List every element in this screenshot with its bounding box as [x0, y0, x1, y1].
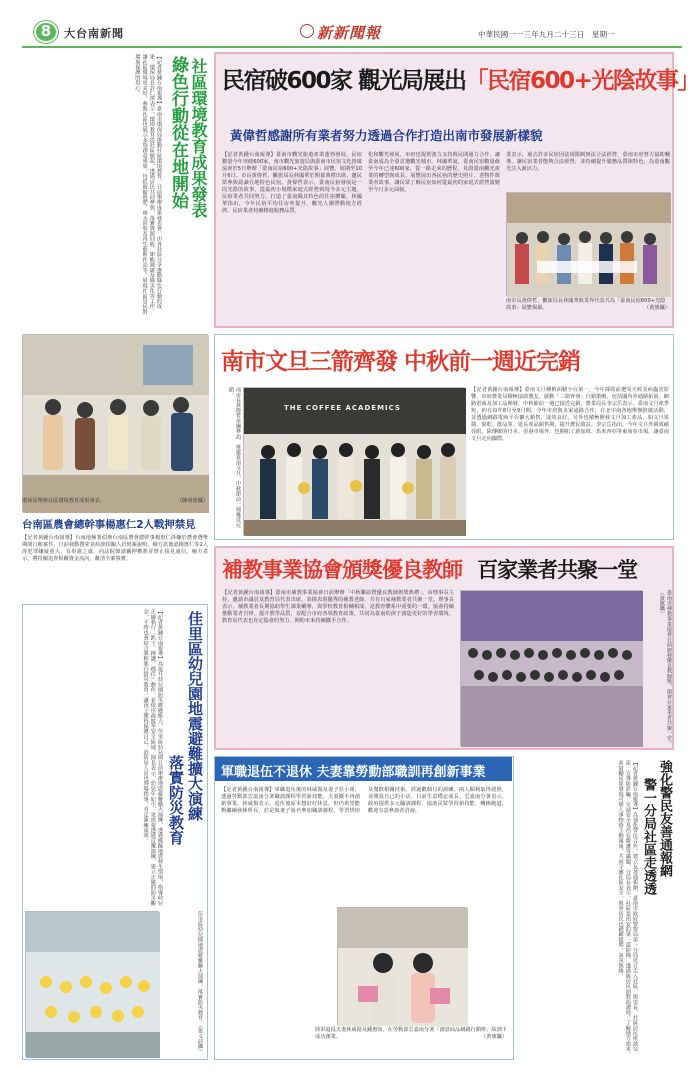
story-headline-band: [215, 757, 512, 781]
story-body: 【記者黃鍾台南報導】臺南市補教事業協會日前舉辦「中秋聯誼暨優良教師頒獎典禮」，由理事長主持，邀請市議員及教育局代表出席，表揚表現優秀的補教老師，共有百家補教業者共聚一堂。理事長表示，補教業者長期協助學生課業輔導，與學校教育相輔相成，是教育體系中重要的一環。協會持續推動業者自律，提升教學品質，並配合市府各項教育政策，共同為臺南的孩子創造更好的學習環境。教育局代表也肯定協會的努力，期盼未來持續攜手合作。: [222, 590, 454, 624]
story-photo-caption: [163, 911, 203, 1057]
caption-text: 南市長黃偉哲、觀旅局長林國華與業界代表共為「臺南民宿600+光陰故事」展覽揭幕。: [506, 298, 666, 311]
caption-credit: （黃旗攝）: [644, 305, 670, 311]
caption-credit: （陳靖蓉攝）: [176, 498, 208, 504]
headline-part2: 「民宿600+光陰故事」: [465, 68, 699, 94]
story-bnb: [214, 52, 699, 328]
story-environment: [22, 52, 208, 514]
caption-text: 佳里區幼兒園地震避難擴大演練，落實防災教育。: [197, 911, 203, 1026]
environment-photo-caption: [22, 498, 208, 505]
headline-line2: 綠色行動從在地開始: [168, 56, 188, 209]
story-body-col2: 化和觀光發展，市府也提供強力支持與民間通力合作，讓臺南成為全臺首選觀光城市。林國華說，臺南民宿數量截至今年已達600家，從一路走來的歷程，見證臺南觀光產業的轉型與成長。展覽展出各民宿的歷史照片、老物件與業者故事，讓民眾了解民宿如何從最初的家庭式經營演變至今日多元面貌。: [368, 152, 500, 193]
story-subheadline: 黃偉哲感謝所有業者努力透過合作打造出南市發展新樣貌: [230, 128, 543, 143]
headline-part1: 民宿破600家 觀光局展出: [222, 68, 466, 94]
header-rule: [22, 46, 682, 48]
story-veterans: [214, 756, 514, 1060]
story-body: 【記者黃鍾台南報導】臺南文旦種植面積全台第一，今年採收前遭受天候及病蟲害影響，市府農業局積極協助農友，啟動「三箭齊發」行銷策略，包括國內外通路拓展、網路電商及加工品開發，中秋節前一週已接近完銷。農業局長李宗岳表示，臺南文旦產季短，約在每年8月至9月間，今年市府與多家通路合作，在北中南各地舉辦推廣活動，並透過網路電商平台擴大銷售，成效良好。另外也積極開發文旦加工產品，如文旦果醬、果乾、飲品等，延長產品銷售期，提升農民收益。李宗岳指出，今年文旦外銷成績亮眼，除傳統的日本、香港市場外，也開拓了新加坡、馬來西亞等東南亞市場，讓臺南文旦走向國際。: [471, 387, 669, 442]
story-headline: 南市文旦三箭齊發 中秋前一週近完銷: [221, 349, 581, 375]
story-court: [22, 514, 208, 600]
section-name: 大台南新聞: [64, 27, 124, 40]
issue-date: 中華民國一一三年九月二十三日 星期一: [478, 30, 615, 39]
story-photo: [460, 590, 642, 746]
story-photo: [22, 334, 208, 512]
story-photo: [25, 911, 159, 1057]
newspaper-logo: [300, 19, 400, 45]
story-body: 【記者黃鍾台南報導】台南地檢署偵辦台南區農會總幹事楊惠仁涉嫌於農會選舉期間行賄案件，日前發動搜索並約談相關人員到案說明，檢方訊後認楊惠仁等2人涉犯罪嫌疑重大，有串證之虞，向法院聲請羈押獲准並禁止接見通信。檢方表示，將持續追查相關資金流向，釐清全案事實。: [22, 535, 208, 562]
headline-line2: 落實防災教育: [167, 755, 185, 845]
story-photo: [506, 192, 670, 296]
story-headline: 軍職退伍不退休 夫妻靠勞動部職訓再創新事業: [221, 765, 486, 780]
story-body: 【記者黃鍾台南報導】為強化警民合作，建立友善通報網，臺南市政府警察局第一分局近日走入社區，與里長、社區居民座談交流，宣導防詐騙、交通安全及治安維護等議題。分局長表示，社區是治安的第一道防線，透過與居民面對面溝通，了解地方需求，並鼓勵民眾發現可疑人事物時主動通報，共同守護社區安全。與會居民也踴躍提問，氣氛熱絡。: [617, 760, 638, 1057]
logo-text: 新新聞報: [317, 24, 382, 42]
story-kindergarten: [22, 604, 208, 1060]
caption-credit: （黃旗攝）: [481, 1034, 507, 1040]
story-headline: [222, 554, 672, 584]
logo-seal-icon: [300, 24, 314, 38]
headline-part1: 補教事業協會頒獎優良教師: [222, 558, 462, 582]
headline-line1: 社區環境教育成果發表: [189, 58, 208, 218]
headline-part2: 百家業者共聚一堂: [477, 558, 638, 582]
story-body: 【記者黃鍾台南報導】軍職退伍後的林威揚及妻子莊小姐，透過勞動部雲嘉南分署職訓課程學習新技能，夫妻攜手再創新事業。林威揚表示，退伍後原本想好好休息，但仍希望能夠繼續發揮所長，於是與妻子報名參加職訓課程，學習烘焙及餐飲相關技術。經過數個月的訓練，兩人順利取得證照，並開設自己的小店，目前生意穩定成長。雲嘉南分署表示，政府提供多元職訓課程，協助民眾學習新技能、轉換跑道，歡迎有意參訓者洽詢。: [221, 787, 507, 814]
story-photo: [337, 907, 467, 1025]
caption-credit: （張文詩攝）: [197, 1025, 203, 1055]
story-tutoring: [214, 546, 674, 750]
caption-text: 臺南市補教事業協會日前頒發優良教師獎，與會百家業者共聚一堂。: [666, 590, 672, 746]
story-photo: [243, 387, 465, 535]
story-body: 【記者黃鍾台南報導】臺南市環保局推動社區環境教育，日前舉辦成果發表會，由各社區分享推動綠色行動的成果。環保局長許仁澤表示，環境教育從社區做起，透過居民共同參與，落實資源回收、節能減碳及綠美化等工作，讓社區環境更美好。參與社區也展示多項創意成果，包括廚餘堆肥、雨水回收及再生藝術作品等，展現社區居民對環境保護的用心。: [134, 54, 162, 314]
page-number: 8: [40, 22, 52, 40]
story-police: [518, 756, 674, 1060]
story-vertical-caption: 南市長黃偉哲率團參訪、推廣臺南文旦，中秋節前一週幾近完銷。: [227, 387, 241, 528]
caption-credit: （黃旗攝）: [658, 590, 665, 616]
story-photo-caption: [506, 298, 670, 326]
headline-line2: 警一分局社區走透透: [641, 778, 656, 895]
story-pomelo: [214, 334, 674, 540]
caption-text: 環保局舉辦社區環境教育成果發表。: [22, 498, 106, 504]
story-body-col3: 業表示，過去許多民宿因法規限制無法合法經營，臺南市府努力協助輔導，讓民宿業者能夠合法經營，並持續提升服務品質與特色，為臺南觀光注入新活力。: [506, 152, 670, 172]
story-headline: 台南區農會總幹事楊惠仁2人戰押禁見: [22, 519, 196, 531]
headline-line1: 強化警民友善通報網: [657, 760, 672, 877]
story-body: 【記者黃鍾台南報導】為提升幼兒園防災應變能力，佳里區幼兒園日前舉辦地震避難擴大演練，透過模擬地震發生情境，指導幼兒正確執行「趴下、掩護、穩住」動作，並依序疏散至安全區域。園長表示，幼兒年紀小，更需要透過反覆演練，建立正確的防災觀念，平時也會結合課程進行防災教育，讓孩子懂得保護自己。消防局人員也到場指導，肯定演練成果。: [142, 609, 163, 906]
story-headline: [222, 62, 699, 114]
story-body-col1: 【記者黃鍾台南報導】臺南市觀光旅遊產業蓬勃發展，民宿數量今年突破600家，南市觀光旅遊局與臺南市民宿文化推廣協會於5日舉辦「臺南民宿600+光陰故事」展覽，展期至10月6日。市長黃偉哲、觀旅局長林國華於開幕典禮出席，邀民眾參與認識在地特色民宿。黃偉哲表示，臺南民宿發展是一段光陰的故事，從最初小規模家庭式經營到現今多元主題，民宿業者共同努力，打造了臺南獨具特色的住宿體驗。林國華指出，今年民宿平均住房率提升，觀光人潮帶動地方經濟，民宿業者持續精進服務品質。: [222, 152, 362, 214]
story-photo-caption: [644, 590, 672, 746]
sign-text: THE COFFEE ACADEMICS: [284, 404, 401, 412]
caption-text: 陸軍退役夫妻林威揚及鍾惠如，在勞動部雲嘉南分署「創意商品網路行銷班」結訓下成功創業。: [315, 1027, 507, 1040]
story-photo-caption: [315, 1027, 507, 1057]
headline-line1: 佳里區幼兒園地震避難擴大演練: [186, 611, 204, 821]
masthead: [0, 0, 695, 46]
